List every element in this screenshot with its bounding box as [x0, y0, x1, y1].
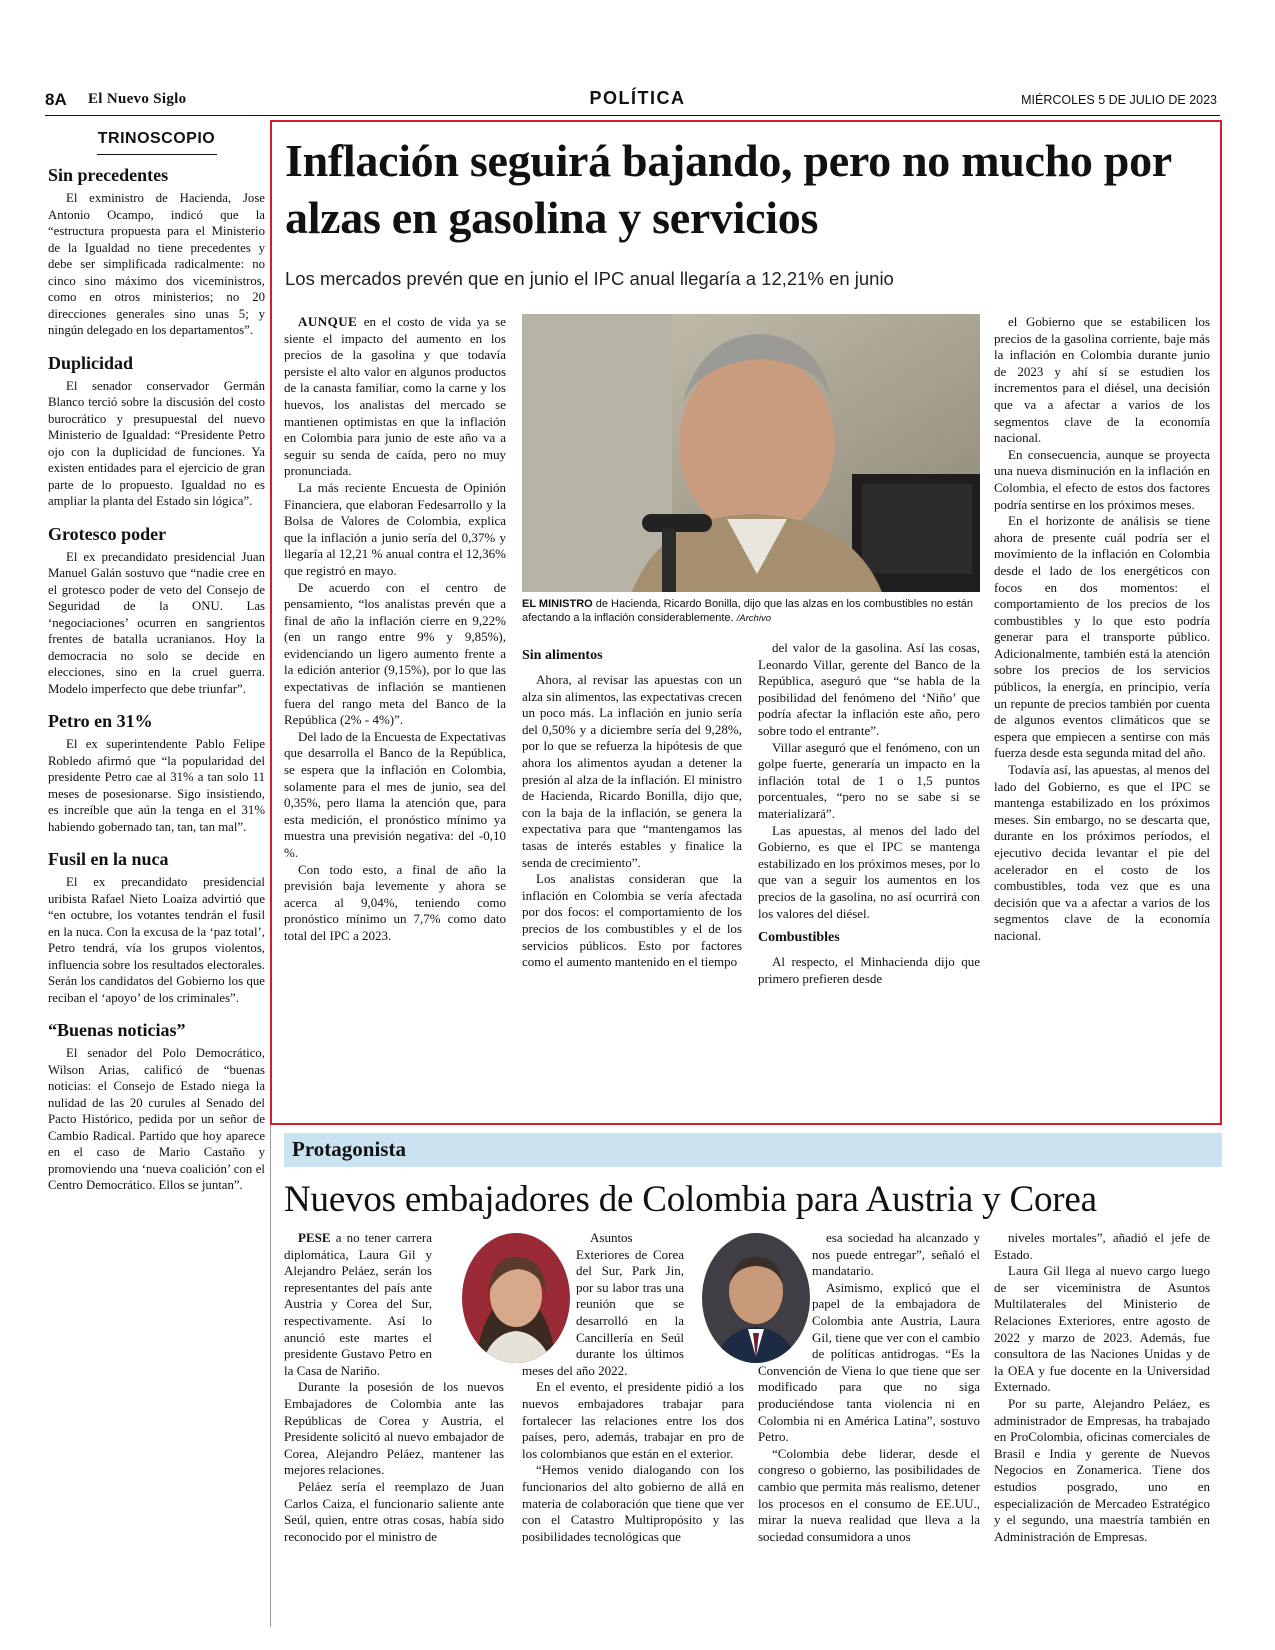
paragraph-text: En el evento, el presidente pidió a los nuevos embajadores trabajar para fortalecer las relaciones entre los dos países, pero, además, trabajar en pro de los colombianos que están en el exterior. — [522, 1379, 744, 1461]
sidebar-title: TRINOSCOPIO — [97, 130, 217, 155]
paragraph-text: Las apuestas, al menos del lado del Gobierno, es que el IPC se mantenga estabilizado en los próximos meses, por lo que van a seguir los aumentos en los precios de la gasolina, no así ocurrirá con los valores del diésel. — [758, 822, 980, 921]
paragraph — [994, 1263, 1210, 1396]
photo-caption — [522, 597, 980, 626]
paragraph-text: del valor de la gasolina. Así las cosas, Leonardo Villar, gerente del Banco de la República, aseguró que “se habla de la posibilidad del fenómeno del ‘Niño’ que podría afectar la inflación este año, pero sobre todo el entrante”. — [758, 640, 980, 738]
paragraph — [284, 862, 506, 945]
paragraph-text: “Hemos venido dialogando con los funcionarios del alto gobierno de allá en materia de colaboración que tiene que ver con el Catastro Multipropósito y las posibilidades tecnológicas que — [522, 1462, 744, 1544]
photo-credit: /Archivo — [736, 613, 771, 624]
sidebar-item-text: El ex superintendente Pablo Felipe Robledo afirmó que “la popularidad del presidente Petro cae al 31% a tan solo 11 meses de posesionarse. Sigo insistiendo, es increíble que aún la tenga en el 31% habiendo gobernado tan, tan, tan mal”. — [48, 737, 265, 834]
paragraph — [994, 1396, 1210, 1545]
paragraph-text: esa sociedad ha alcanzado y nos puede entregar”, señaló el mandatario. — [812, 1230, 980, 1279]
second-column-1 — [284, 1230, 504, 1545]
paragraph-text: Ahora, al revisar las apuestas con un alza sin alimentos, las expectativas crecen un poco más. La inflación en junio sería del 0,50% y a diciembre sería del 9,28%, por lo que se refuerza la hipótesis de que ahora los alimentos ayudan a detener la presión al alza de la inflación. El ministro de Hacienda, Ricardo Bonilla, dijo que, con la baja de la inflación, se genera la expectativa para que “mantengamos las tasas de interés estables y finalice la senda de crecimiento”. — [522, 672, 742, 870]
paragraph — [994, 513, 1210, 762]
paragraph-text: Durante la posesión de los nuevos Embajadores de Colombia ante las Repúblicas de Corea y Austria, el Presidente solicitó al nuevo embajador de Corea, Alejandro Peláez, mantener las mejores relaciones. — [284, 1379, 504, 1478]
second-column-4 — [994, 1230, 1210, 1545]
paragraph-text: Del lado de la Encuesta de Expectativas que desarrolla el Banco de la República, se espera que la inflación en Colombia, solamente para el mes de junio, sea del 0,35%, pero llama la atención que, para esta medición, el pronóstico mínimo ya muestra una previsión negativa: del -0,10 %. — [284, 728, 506, 860]
page-number: 8A — [45, 90, 67, 109]
sidebar-item-text: El ex precandidato presidencial uribista Rafael Nieto Loaiza advirtió que “en octubre, los votantes tendrán el fusil en la nuca. Con la excusa de la ‘paz total’, Petro tendrá, vía los grupos violentos, influencia sobre los resultados electorales. Serán los candidatos del Gobierno los que reciban el ‘apoyo’ de los criminales”. — [48, 875, 265, 1005]
sidebar-item-heading: Fusil en la nuca — [48, 849, 169, 869]
section-title: POLÍTICA — [589, 88, 686, 108]
kicker-bar — [284, 1133, 1222, 1167]
paragraph — [994, 314, 1210, 447]
newspaper-logo: El Nuevo Siglo — [88, 91, 187, 107]
paragraph — [758, 954, 980, 987]
main-column-1 — [284, 314, 506, 945]
second-headline: Nuevos embajadores de Colombia para Austria y Corea — [284, 1179, 1097, 1220]
paragraph-text: Villar aseguró que el fenómeno, con un golpe fuerte, generaría un impacto en la inflación total de 1 o 1,5 puntos porcentuales, “pero no se sabe si se materializará”. — [758, 739, 980, 821]
subhead-combustibles: Combustibles — [758, 930, 840, 946]
paragraph-text: Peláez sería el reemplazo de Juan Carlos Caiza, el funcionario saliente ante Seúl, quien, entre otras cosas, había sido reconocido por el ministro de — [284, 1478, 504, 1544]
paragraph-text: De acuerdo con el centro de pensamiento, “los analistas prevén que a final de año la inflación cierre en 9,22% (en un rango entre 9% y 9,85%), evidenciando un ligero aumento frente a la edición anterior (9,15%), por lo que las expectativas de inflación se mantienen fuera del rango meta del Banco de la República (2% - 4%)”. — [284, 579, 506, 728]
paragraph-text: el Gobierno que se estabilicen los precios de la gasolina corriente, baje más la inflación en Colombia durante junio de 2023 y ahí sí se estudien los incrementos para el diésel, una decisión que va a afectar a varios de los segmentos clave de la economía nacional. — [994, 314, 1210, 446]
paragraph — [284, 729, 506, 862]
caption-text: de Hacienda, Ricardo Bonilla, dijo que las alzas en los combustibles no están afectando a la inflación considerablemente. — [522, 598, 974, 624]
subhead-sin-alimentos: Sin alimentos — [522, 648, 603, 663]
minister-photo — [522, 314, 980, 592]
issue-date: MIÉRCOLES 5 DE JULIO DE 2023 — [1021, 93, 1217, 107]
paragraph-text: en el costo de vida ya se siente el impacto del aumento en los precios de la gasolina y que todavía persiste el alto valor en algunos productos de la canasta familiar, como la carne y los huevos, los analistas del mercado se mantienen optimistas en que la inflación en Colombia para junio de este año va a seguir su senda de caída, pero no muy pronunciada. — [284, 314, 507, 479]
paragraph — [758, 740, 980, 823]
sidebar-item-text: El senador conservador Germán Blanco terció sobre la discusión del costo burocrático y presupuestal del nuevo Ministerio de Igualdad: “Presidente Petro ojo con la duplicidad de funciones. Ya existen entidades para el ejercicio de gran parte de lo propuesto. Igualdad no es ampliar la planta del Estado sin lógica”. — [48, 378, 265, 508]
paragraph — [994, 447, 1210, 513]
paragraph-text: Asimismo, explicó que el papel de la embajadora de Colombia ante Austria, Laura Gil, tiene que ver con el cambio de políticas antidrogas. “Es la Convención de Viena lo que tiene que ser modificado para que no siga produciéndose tanta violencia ni en Colombia ni en América Latina”, sostuvo Petro. — [758, 1279, 980, 1445]
paragraph-text: niveles mortales”, añadió el jefe de Estado. — [994, 1230, 1210, 1262]
main-column-2 — [522, 640, 742, 971]
paragraph-text: En el horizonte de análisis se tiene ahora de presente cuál podría ser el movimiento de la inflación en Colombia desde el lado de los energéticos con focos en dos momentos: el comportamiento de los precios de los combustibles y lo que esto podría generar para el transporte público. Adicionalmente, también está la atención sobre los precios de los servicios públicos, la energía, en principio, vería un repunte de precios también por cuenta de algunos eventos climáticos que se espera que empiecen a sentirse con más fuerza desde esta segunda mitad del año. — [994, 513, 1210, 761]
lead-word: PESE — [298, 1230, 336, 1245]
sidebar-item-text: El senador del Polo Democrático, Wilson Arias, calificó de “buenas noticias: el Consejo de Estado niega la nulidad de las 20 curules al Senado del Pacto Histórico, pedida por un señor de Cambio Radical. Partido que hoy aparece en el caso de Mario Castaño y promoviendo una ‘nueva coalición’ con el Centro Democrático. Ellos se juntan”. — [48, 1046, 265, 1192]
sidebar-item-heading: Petro en 31% — [48, 711, 153, 731]
paragraph-text: Al respecto, el Minhacienda dijo que primero prefieren desde — [758, 954, 980, 986]
paragraph-text: Por su parte, Alejandro Peláez, es administrador de Empresas, ha trabajado en ProColombia, oficinas comerciales de Brasil e India y gerente de Nuevos Negocios en Zonamerica. Tiene dos estudios posgrado, uno en especialización de Mercadeo Estratégico y el segundo, una maestría también en Administración de Empresas. — [994, 1395, 1210, 1544]
paragraph-text: “Colombia debe liderar, desde el congreso o gobierno, las posibilidades de cambio que permita más realismo, detener los procesos en el consumo de EE.UU., mirar la nueva realidad que lleva a la sociedad consumidora a unos — [758, 1445, 980, 1544]
paragraph-text: a no tener carrera diplomática, Laura Gil y Alejandro Peláez, serán los representantes del país ante Austria y Corea del Sur, respectivamente. Así lo anunció este martes el presidente Gustavo Petro en la Casa de Nariño. — [284, 1230, 432, 1378]
paragraph — [522, 1462, 744, 1545]
paragraph — [758, 823, 980, 923]
paragraph-text: Laura Gil llega al nuevo cargo luego de ser viceministra de Asuntos Multilaterales del Ministerio de Relaciones Exteriores, entre agosto de 2022 y marzo de 2023. Además, fue consultora de las Naciones Unidas y de la OEA y fue docente en la Universidad Externado. — [994, 1263, 1210, 1395]
paragraph — [758, 1446, 980, 1546]
paragraph — [284, 480, 506, 580]
caption-lead: EL MINISTRO — [522, 598, 593, 610]
sidebar-item-heading: Sin precedentes — [48, 165, 169, 185]
paragraph-text: En consecuencia, aunque se proyecta una nueva disminución en la inflación en Colombia, el efecto de estos dos factores podría sentirse en los próximos meses. — [994, 446, 1210, 512]
main-deck: Los mercados prevén que en junio el IPC anual llegaría a 12,21% en junio — [285, 268, 894, 289]
sidebar-item-heading: Grotesco poder — [48, 523, 167, 544]
sidebar-item-text: El exministro de Hacienda, Jose Antonio Ocampo, indicó que la “estructura propuesta para el Ministerio de la Igualdad no tiene precedentes y debe ser simplificada radicalmente: no cinco sino máximo dos viceministros, como en otros ministerios; no 20 direcciones generales sino unas 5; y ningún delegado en los departamentos”. — [48, 191, 265, 337]
paragraph — [284, 1379, 504, 1479]
paragraph-text: Los analistas consideran que la inflación en Colombia se vería afectada por dos focos: el comportamiento de los precios de los combustibles y el de los servicios públicos. Esto por factores como el aumento mantenido en el tiempo — [522, 871, 742, 970]
paragraph-text: Con todo esto, a final de año la previsión baja levemente y ahora se acerca al 9,04%, teniendo como pronóstico mínimo un 7,7% como dato total del IPC a 2023. — [284, 861, 506, 943]
main-column-4 — [994, 314, 1210, 945]
second-column-2 — [522, 1230, 744, 1545]
paragraph-text: Todavía así, las apuestas, al menos del lado del Gobierno, es que el IPC se mantenga estabilizado en los próximos meses. Sin embargo, no se descarta que, durante en los próximos períodos, el ejecutivo decida levantar el pie del acelerador en el costo de los combustibles, toda vez que es una decisión que va a afectar a varios de los segmentos clave de la economía nacional. — [994, 762, 1210, 943]
paragraph — [284, 580, 506, 729]
sidebar-item-heading: “Buenas noticias” — [48, 1020, 186, 1040]
paragraph — [522, 871, 742, 971]
main-column-3 — [758, 640, 980, 987]
paragraph — [522, 1379, 744, 1462]
trinoscopio-sidebar — [48, 130, 265, 1194]
second-column-3 — [758, 1230, 980, 1545]
paragraph — [284, 314, 506, 480]
paragraph — [994, 1230, 1210, 1263]
paragraph-text: La más reciente Encuesta de Opinión Financiera, que elaboran Fedesarrollo y la Bolsa de Valores de Colombia, explica que la inflación a junio sería del 0,37% y llegaría al 12,21 % anual contra el 12,36% que registró en mayo. — [284, 479, 506, 578]
paragraph — [284, 1479, 504, 1545]
lead-word: AUNQUE — [298, 314, 364, 329]
paragraph — [758, 640, 980, 740]
main-headline: Inflación seguirá bajando, pero no mucho por alzas en gasolina y servicios — [285, 135, 1172, 243]
paragraph-text: Asuntos Exteriores de Corea del Sur, Park Jin, por su labor tras una reunión que se desarrolló en la Cancillería en Seúl durante los últimos meses del año 2022. — [522, 1230, 684, 1378]
sidebar-item-heading: Duplicidad — [48, 352, 134, 373]
paragraph — [522, 672, 742, 871]
sidebar-item-text: El ex precandidato presidencial Juan Manuel Galán sostuvo que “nadie cree en el grotesco poder de veto del Consejo de Seguridad de la ONU. Las ‘negociaciones’ ocurren en sangrientos frentes de batalla ucranianos. Hoy la democracia no solo se decide en elecciones, sino en la cruel guerra. Modelo imperfecto que debe triunfar”. — [48, 549, 265, 696]
header-rule — [45, 115, 1220, 116]
kicker-label: Protagonista — [292, 1137, 406, 1161]
paragraph — [994, 762, 1210, 945]
